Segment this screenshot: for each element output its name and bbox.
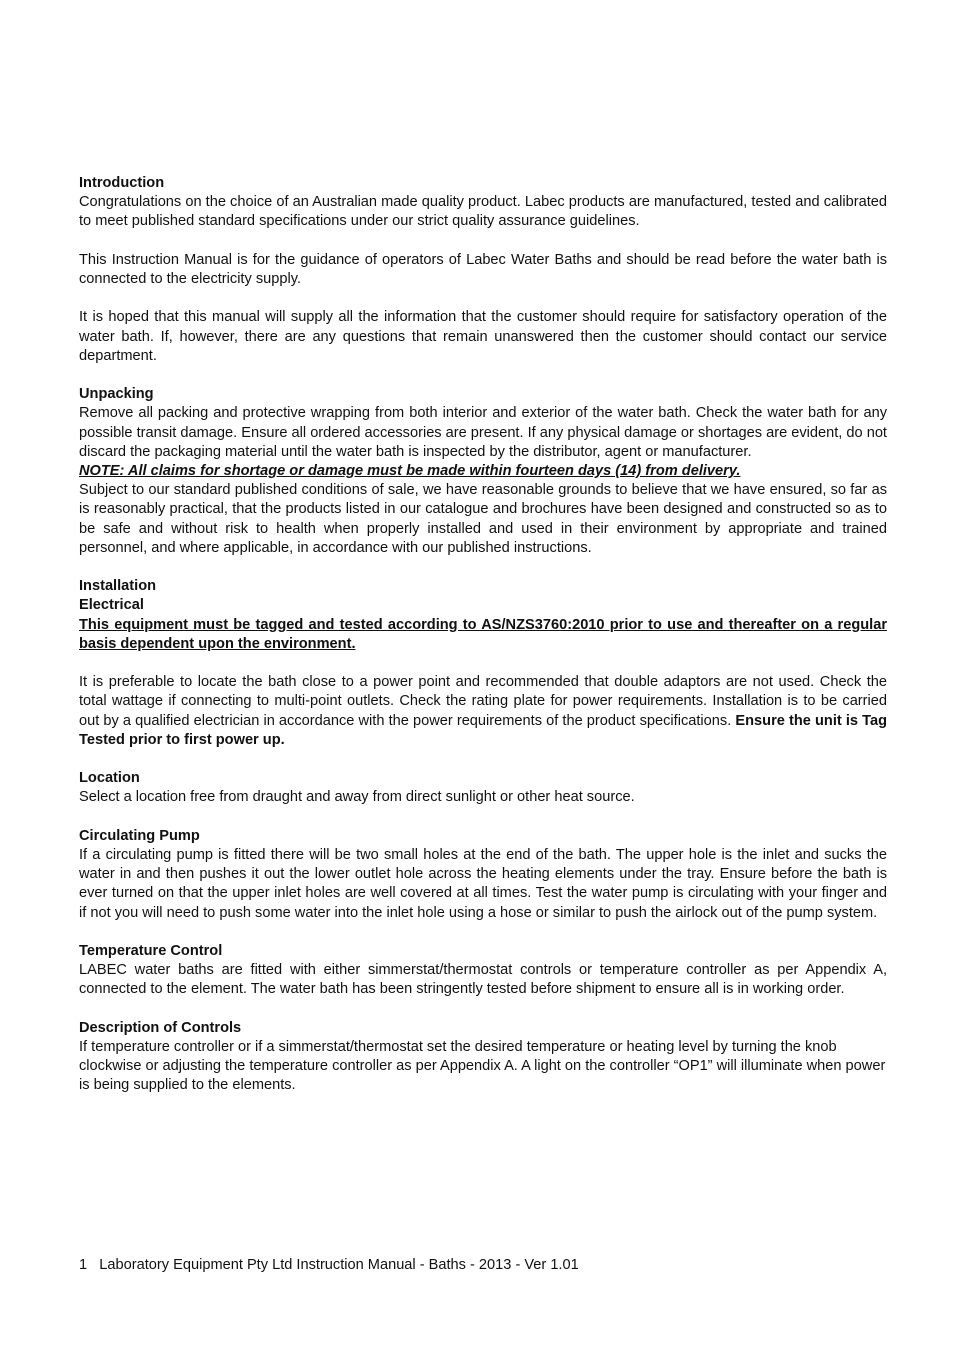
temperature-paragraph: LABEC water baths are fitted with either simmerstat/thermostat controls or temperature controller as per Appendix A, connected to the element. The water bath has been stringently tested before shipment to ensure all is in working order. bbox=[79, 962, 887, 998]
introduction-paragraph-1: Congratulations on the choice of an Australian made quality product. Labec products are manufactured, tested and calibrated to meet published standard specifications under our strict quality assurance guidelines. bbox=[79, 194, 887, 230]
controls-heading: Description of Controls bbox=[79, 1019, 242, 1036]
footer-text: Laboratory Equipment Pty Ltd Instruction Manual - Baths - 2013 - Ver 1.01 bbox=[99, 1257, 579, 1273]
installation-bold-text: Ensure the unit is Tag Tested prior to first power up. bbox=[79, 712, 887, 748]
unpacking-paragraph-1: Remove all packing and protective wrapping from both interior and exterior of the water bath. Check the water bath for any possible transit damage. Ensure all ordered accessories are present. If any physical damage or shortages are evident, do not discard the packaging material until the water bath is inspected by the distributor, agent or manufacturer. bbox=[79, 405, 887, 460]
unpacking-paragraph-2: Subject to our standard published conditions of sale, we have reasonable grounds to believe that we have ensured, so far as is reasonably practical, that the products listed in our catalogue and brochures have been designed and constructed so as to be safe and without risk to health when properly installed and used in their environment by appropriate and trained personnel, and where applicable, in accordance with our published instructions. bbox=[79, 482, 887, 556]
unpacking-heading: Unpacking bbox=[79, 386, 154, 403]
page-number: 1 bbox=[79, 1257, 88, 1273]
unpacking-note: NOTE: All claims for shortage or damage must be made within fourteen days (14) from delivery. bbox=[79, 463, 741, 479]
installation-text: It is preferable to locate the bath close to a power point and recommended that double adaptors are not used. Check the total wattage if connecting to multi-point outlets. Check the rating plate for power requirements. Installation is to be carried out by a qualified electrician in accordance with the power requirements of the product specifications. bbox=[79, 674, 887, 729]
installation-paragraph-1 bbox=[79, 673, 887, 750]
page-footer bbox=[79, 1256, 579, 1275]
location-heading: Location bbox=[79, 770, 140, 787]
location-paragraph: Select a location free from draught and away from direct sunlight or other heat source. bbox=[79, 789, 635, 806]
introduction-heading: Introduction bbox=[79, 175, 165, 191]
electrical-subheading: Electrical bbox=[79, 597, 144, 614]
temperature-heading: Temperature Control bbox=[79, 943, 223, 959]
controls-paragraph: If temperature controller or if a simmerstat/thermostat set the desired temperature or heating level by turning the knob clockwise or adjusting the temperature controller as per Appendix A. A light on the controller “OP1” will illuminate when power is being supplied to the elements. bbox=[79, 1039, 886, 1094]
page-content bbox=[79, 174, 887, 1096]
introduction-paragraph-2: This Instruction Manual is for the guidance of operators of Labec Water Baths and should be read before the water bath is connected to the electricity supply. bbox=[79, 251, 887, 287]
pump-paragraph: If a circulating pump is fitted there will be two small holes at the end of the bath. The upper hole is the inlet and sucks the water in and then pushes it out the lower outlet hole across the heating elements under the tray. Ensure before the bath is ever turned on that the upper inlet holes are well covered at all times. Test the water pump is circulating with your finger and if not you will need to push some water into the inlet hole using a hose or similar to push the airlock out of the pump system. bbox=[79, 847, 887, 921]
introduction-paragraph-3: It is hoped that this manual will supply all the information that the customer should require for satisfactory operation of the water bath. If, however, there are any questions that remain unanswered then the customer should contact our service department. bbox=[79, 309, 887, 364]
tag-test-warning: This equipment must be tagged and tested according to AS/NZS3760:2010 prior to use and thereafter on a regular basis dependent upon the environment. bbox=[79, 616, 887, 652]
installation-heading: Installation bbox=[79, 578, 157, 595]
pump-heading: Circulating Pump bbox=[79, 827, 200, 844]
